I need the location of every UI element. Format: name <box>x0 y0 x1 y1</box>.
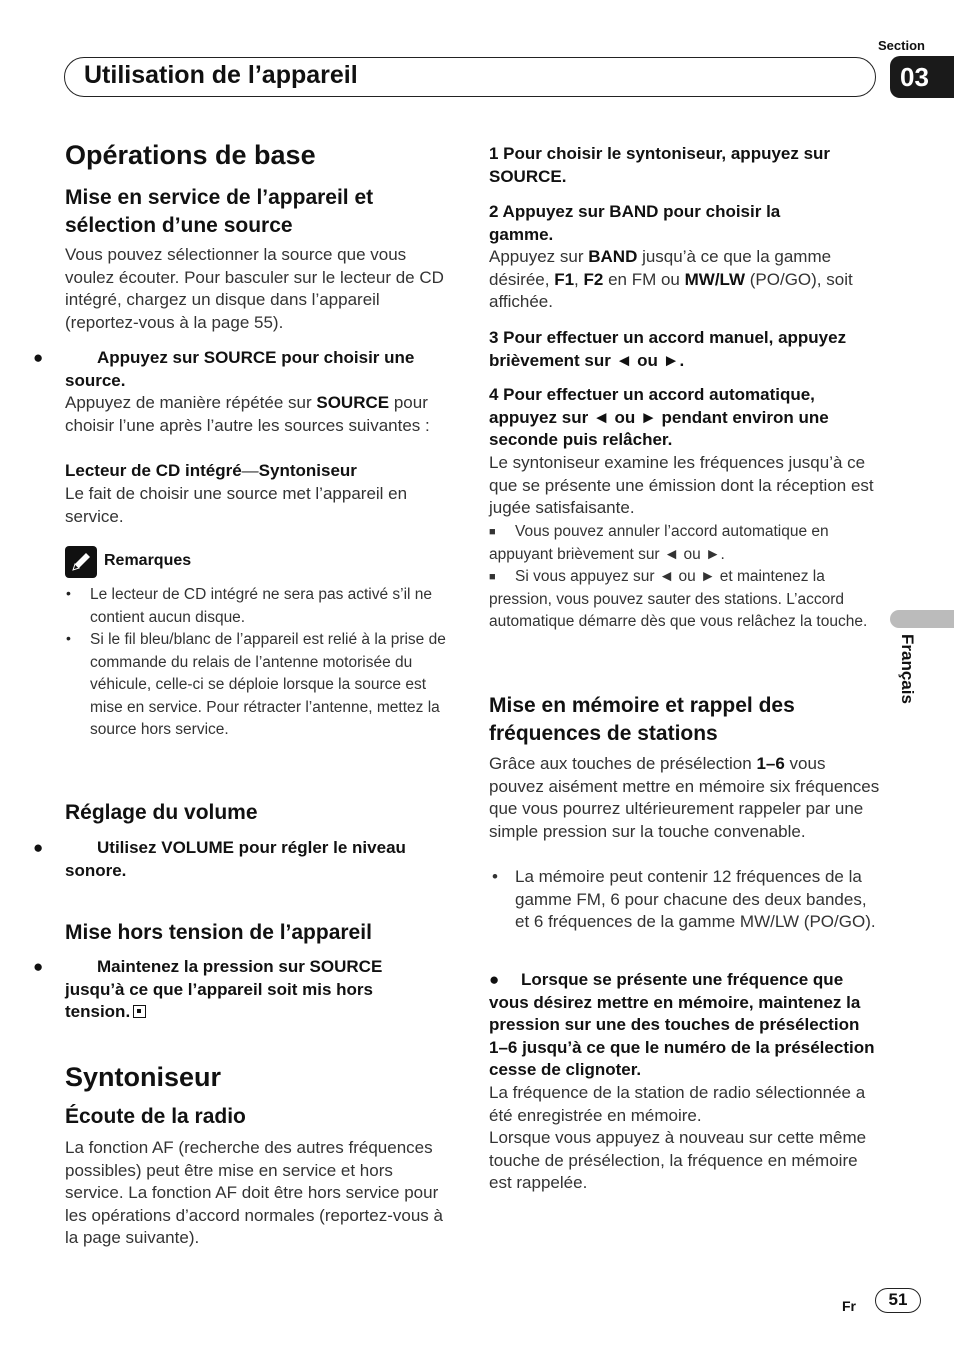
square-note-2-text: Si vous appuyez sur ◄ ou ► et maintenez la pression, vous pouvez sauter des stations. L’accord automatique démarre dès que vous relâchez la touche. <box>489 568 868 631</box>
page-title: Utilisation de l’appareil <box>84 61 358 89</box>
source-cd: Lecteur de CD intégré <box>65 461 242 480</box>
section-label: Section <box>878 38 925 53</box>
sources-list <box>65 460 457 483</box>
square-note-1 <box>489 521 881 566</box>
notes-icon <box>65 546 97 578</box>
source-tuner: Syntoniseur <box>258 461 357 480</box>
note-2: Si le fil bleu/blanc de l’appareil est relié à la prise de commande du relais de l’antenne motorisée du véhicule, celle-ci se déploie lorsque la source est mise en service. Pour rétracter l’antenne, mettez la source hors service. <box>90 631 446 739</box>
text-bold: SOURCE <box>316 393 390 412</box>
bullet-dot: ● <box>489 970 500 989</box>
separator: — <box>241 461 259 480</box>
bullet-volume <box>33 837 450 882</box>
paragraph-repeat <box>65 392 455 437</box>
text: vous pouvez aisément mettre en mémoire six fréquences que vous pourrez ultérieurement rappeler par une simple pression sur la touche convenable. <box>489 754 880 841</box>
paragraph-band <box>489 246 879 314</box>
end-mark-icon <box>133 1005 146 1018</box>
text: en FM ou <box>603 269 685 289</box>
heading-volume: Réglage du volume <box>65 801 258 824</box>
step-1: 1 Pour choisir le syntoniseur, appuyez sur SOURCE. <box>489 144 831 186</box>
paragraph-af: La fonction AF (recherche des autres fréquences possibles) peut être mise en service et hors service. La fonction AF doit être hors service pour les opérations d’accord normales (reportez-vous à la page suivante). <box>65 1138 443 1248</box>
bullet-off-text: Maintenez la pression sur SOURCE jusqu’à ce que l’appareil soit mis hors tension. <box>65 957 383 1022</box>
text-bold: 1–6 <box>756 754 785 773</box>
heading-mise-service: Mise en service de l’appareil et sélection d’une source <box>65 186 374 237</box>
step-3: 3 Pour effectuer un accord manuel, appuyez brièvement sur ◄ ou ►. <box>489 328 847 370</box>
paragraph-preset <box>489 753 881 843</box>
heading-ecoute: Écoute de la radio <box>65 1105 246 1128</box>
text: Grâce aux touches de présélection <box>489 754 757 773</box>
text: pour choisir l’une après l’autre les sources suivantes : <box>65 393 430 435</box>
text-bold: MW/LW <box>684 269 746 289</box>
square-bullet: ■ <box>489 571 496 583</box>
square-note-2 <box>489 566 881 634</box>
step-4: 4 Pour effectuer un accord automatique, appuyez sur ◄ ou ► pendant environ une seconde puis relâcher. <box>489 385 829 450</box>
text-bold: BAND <box>588 247 638 266</box>
bullet-store-text: Lorsque se présente une fréquence que vous désirez mettre en mémoire, maintenez la pression sur une des touches de présélection 1–6 jusqu’à ce que le numéro de la présélection cesse de clignoter. <box>489 970 875 1080</box>
list-bullet: • <box>66 630 71 646</box>
step-2: 2 Appuyez sur BAND pour choisir la gamme. <box>489 202 781 244</box>
paragraph-stored: La fréquence de la station de radio sélectionnée a été enregistrée en mémoire. <box>489 1083 866 1125</box>
heading-operations: Opérations de base <box>65 140 316 170</box>
note-1: Le lecteur de CD intégré ne sera pas activé s’il ne contient aucun disque. <box>90 586 433 626</box>
bullet-store <box>489 969 881 1082</box>
bullet-dot: ● <box>33 348 44 367</box>
text: Appuyez de manière répétée sur <box>65 393 317 412</box>
list-bullet: • <box>66 585 71 601</box>
text: (PO/GO), soit affichée. <box>489 269 853 312</box>
list-item-memory: La mémoire peut contenir 12 fréquences de la gamme FM, 6 pour chacune des deux bandes, et 6 fréquences de la gamme MW/LW (PO/GO). <box>515 867 876 932</box>
language-label: Français <box>898 634 917 704</box>
footer-lang-code: Fr <box>842 1298 856 1314</box>
bullet-dot: ● <box>33 957 44 976</box>
page-number: 51 <box>875 1288 921 1313</box>
text-bold: F2 <box>583 269 604 289</box>
section-number: 03 <box>890 56 954 98</box>
notes-label: Remarques <box>104 552 192 569</box>
list-bullet: • <box>492 867 498 886</box>
paragraph-intro: Vous pouvez sélectionner la source que vous voulez écouter. Pour basculer sur le lecteur de CD intégré, chargez un disque dans l’appareil (reportez-vous à la page 55). <box>65 245 444 332</box>
text-bold: F1 <box>554 269 575 289</box>
paragraph-recall: Lorsque vous appuyez à nouveau sur cette même touche de présélection, la fréquence en mémoire est rappelée. <box>489 1128 867 1193</box>
heading-memoire: Mise en mémoire et rappel des fréquences de stations <box>489 694 795 745</box>
paragraph-scan: Le syntoniseur examine les fréquences jusqu’à ce que se présente une émission dont la réception est jugée satisfaisante. <box>489 453 874 518</box>
text: Appuyez sur <box>489 247 589 266</box>
text: , <box>574 269 584 289</box>
square-note-1-text: Vous pouvez annuler l’accord automatique en appuyant brièvement sur ◄ ou ►. <box>489 523 829 563</box>
bullet-source-text: Appuyez sur SOURCE pour choisir une source. <box>65 348 415 390</box>
square-bullet: ■ <box>489 526 496 538</box>
paragraph-choose: Le fait de choisir une source met l’appareil en service. <box>65 484 408 526</box>
bullet-off <box>33 956 425 1024</box>
text: jusqu’à ce que la gamme désirée, <box>489 247 832 289</box>
bullet-volume-text: Utilisez VOLUME pour régler le niveau sonore. <box>65 838 406 880</box>
heading-off: Mise hors tension de l’appareil <box>65 921 372 944</box>
heading-syntoniseur: Syntoniseur <box>65 1062 222 1092</box>
language-tab <box>890 610 954 628</box>
bullet-source <box>33 347 450 392</box>
bullet-dot: ● <box>33 838 44 857</box>
